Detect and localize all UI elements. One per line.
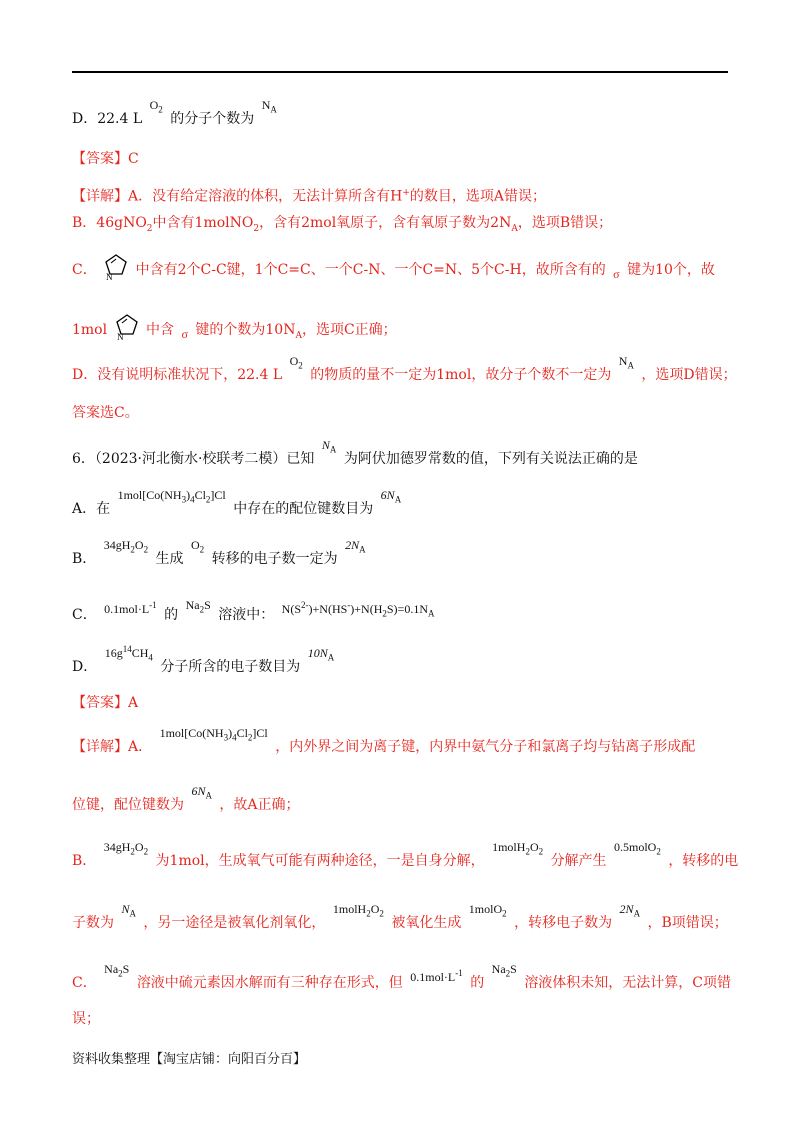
text: 0.5molO — [614, 840, 657, 854]
answer-2: 【答案】A — [72, 695, 139, 711]
formula-h2o2: $34gH_2O_2$ — [103, 538, 149, 555]
text: 1mol[Co(NH — [159, 726, 224, 740]
formula-concentration — [104, 596, 157, 618]
text: N(S — [281, 602, 302, 616]
text: 的 — [164, 607, 179, 623]
formula-na2s: $Na_2S$ — [185, 598, 211, 615]
detail-1 — [72, 184, 546, 206]
svg-text:N: N — [106, 272, 113, 282]
formula-na: $N_A$ — [121, 902, 136, 919]
text: N — [261, 98, 271, 112]
text: )+N(H — [350, 602, 383, 616]
text: 1molO — [468, 902, 503, 916]
option-d-line — [72, 98, 280, 132]
text: B． — [72, 551, 97, 567]
text: 的数目，选项A错误； — [409, 188, 546, 205]
text: 1molH — [332, 902, 367, 916]
text: C． — [72, 262, 97, 278]
text: 【详解】A．没有给定溶液的体积，无法计算所含有H — [72, 188, 403, 205]
detail-2-c — [72, 962, 732, 996]
formula-h2o2: $1molH_2O_2$ — [332, 902, 384, 919]
pyrrole-ring-icon — [114, 312, 140, 342]
text: 6．（2023·河北衡水·校联考二模）已知 — [72, 451, 315, 467]
sigma-symbol: σ — [181, 327, 188, 341]
text: ，故A正确； — [219, 797, 300, 813]
text: C． — [72, 607, 97, 623]
text: B．46gNO — [72, 215, 147, 231]
text: B． — [72, 853, 97, 869]
text: ，选项D错误； — [641, 367, 737, 383]
text: Cl — [194, 488, 206, 502]
text: 【详解】A． — [72, 739, 153, 755]
text: N — [121, 902, 130, 916]
text: C． — [72, 975, 97, 991]
text: 0.1mol·L — [104, 602, 150, 616]
formula-o2: $O_2$ — [149, 98, 163, 115]
text: Na — [185, 598, 200, 612]
footer-text: 资料收集整理【淘宝店铺：向阳百分百】 — [72, 1052, 307, 1067]
formula-o2: $O_2$ — [289, 354, 303, 371]
formula-na: $N_A$ — [618, 354, 634, 371]
text: ) — [228, 726, 233, 740]
answer-c-text: 答案选C。 — [72, 405, 139, 421]
text: 溶液中硫元素因水解而有三种存在形式，但 — [136, 975, 403, 991]
text: 分子所含的电子数目为 — [160, 659, 301, 675]
text: 子数为 — [72, 915, 114, 931]
text: ，选项B错误； — [517, 215, 613, 231]
text: ，B项错误； — [647, 915, 728, 931]
text: ，转移的电 — [668, 853, 739, 869]
q6-option-a — [72, 488, 404, 522]
q6-option-c — [72, 598, 437, 628]
formula-na2s: $Na_2S$ — [104, 962, 130, 979]
text: 生成 — [155, 551, 184, 567]
text: 2N — [619, 902, 634, 916]
text: 1mol — [72, 322, 108, 338]
text: 16g — [104, 646, 123, 660]
formula-o2: 1molO$_2$ — [468, 902, 507, 919]
text: D．没有说明标准状况下，22.4 L — [72, 367, 283, 383]
text: N — [618, 354, 628, 368]
text: ]Cl — [252, 726, 268, 740]
detail-2-b — [72, 840, 739, 874]
q6-option-d — [72, 644, 337, 680]
formula-6na: $6N_A$ — [191, 784, 212, 801]
formula-2na: $2N_A$ — [619, 902, 641, 919]
text: S)=0.1N — [386, 602, 428, 616]
text: ]Cl — [210, 488, 226, 502]
text: A．在 — [72, 501, 111, 517]
text: ，另一途径是被氧化剂氧化， — [143, 915, 326, 931]
detail-c-2: 1mol N 中含 σ 键的个数为$10N_A$，选项C正确； — [72, 312, 397, 345]
text: Cl — [236, 726, 248, 740]
text: 键的个数为10N — [195, 322, 296, 338]
text: ) — [186, 488, 191, 502]
text: CH — [131, 646, 149, 660]
text: O — [134, 538, 144, 552]
q6-option-b — [72, 538, 369, 572]
detail-c-1 — [72, 252, 715, 282]
formula-o2: $O_2$ — [191, 538, 205, 555]
text: 的 — [470, 975, 485, 991]
text: 2N — [345, 538, 360, 552]
formula-equation: $N(S^{2-})+N(HS^-)+N(H_2S)=0.1N_A$ — [281, 600, 435, 619]
text: 10N — [307, 646, 328, 660]
detail-2-b-cont — [72, 902, 728, 936]
text: ，转移电子数为 — [514, 915, 613, 931]
formula-concentration — [410, 964, 463, 986]
detail-2-c-cont: 误； — [72, 1011, 100, 1027]
formula-h2o2: $34gH_2O_2$ — [103, 840, 149, 857]
formula-na: $N_A$ — [261, 98, 277, 115]
svg-text:N: N — [116, 332, 124, 342]
header-rule — [72, 71, 728, 73]
text: N — [321, 438, 330, 452]
formula-10na: $10N_A$ — [307, 646, 335, 663]
formula-ch4: $16g^{14}CH_4$ — [104, 644, 153, 663]
sigma-symbol: σ — [613, 267, 620, 281]
formula-na2s: $Na_2S$ — [491, 962, 517, 979]
text: 中存在的配位键数目为 — [233, 501, 374, 517]
text: 34gH — [103, 840, 131, 854]
formula-6na: $6N_A$ — [380, 488, 402, 505]
text: O — [149, 98, 159, 112]
detail-2-a-cont — [72, 784, 300, 818]
text: 中含 — [146, 322, 174, 338]
text: 的分子个数为 — [170, 111, 255, 127]
text: -1 — [455, 968, 463, 978]
text: 1mol[Co(NH — [117, 488, 182, 502]
text: 6N — [380, 488, 395, 502]
formula-complex: $1mol[Co(NH_3)_4Cl_2]Cl$ — [159, 726, 268, 743]
text: 为1mol，生成氧气可能有两种途径，一是自身分解， — [155, 853, 485, 869]
text: 分解产生 — [550, 853, 607, 869]
text: 位键，配位键数为 — [72, 797, 184, 813]
pyrrole-ring-icon — [103, 252, 129, 282]
formula-2na: $2N_A$ — [345, 538, 366, 555]
text: 为阿伏加德罗常数的值，下列有关说法正确的是 — [343, 451, 638, 467]
text: Na — [491, 962, 506, 976]
text: + — [402, 188, 410, 198]
text: ，内外界之间为离子键，内界中氨气分子和氯离子均与钴离子形成配 — [275, 739, 696, 755]
text: 中含有1molNO — [152, 215, 254, 231]
text: 转移的电子数一定为 — [211, 551, 338, 567]
formula-complex: $1mol[Co(NH_3)_4Cl_2]Cl$ — [117, 488, 226, 505]
text: 溶液体积未知，无法计算，C项错 — [524, 975, 732, 991]
text: -1 — [149, 600, 157, 610]
text: D． — [72, 659, 98, 675]
detail-2-a — [72, 726, 696, 760]
text: Na — [104, 962, 119, 976]
text: )+N(HS — [308, 602, 348, 616]
text: D．22.4 L — [72, 111, 143, 127]
text: 1molH — [492, 840, 526, 854]
text: 键为10个，故 — [627, 262, 715, 278]
answer-1: 【答案】C — [72, 151, 139, 167]
text: 溶液中： — [218, 607, 275, 623]
detail-d — [72, 354, 737, 388]
text: 中含有2个C-C键，1个C=C、一个C-N、一个C=N、5个C-H，故所含有的 — [135, 262, 606, 278]
text: 被氧化生成 — [391, 915, 462, 931]
text: 0.1mol·L — [410, 970, 456, 984]
text: ，选项C正确； — [301, 322, 397, 338]
formula-h2o2: $1molH_2O_2$ — [492, 840, 544, 857]
text: O — [191, 538, 200, 552]
text: 6N — [191, 784, 206, 798]
formula-na: $N_A$ — [321, 438, 337, 455]
text: 14 — [122, 644, 132, 654]
detail-b: B．46gNO$_2$中含有1molNO$_2$，含有2mol氧原子，含有氧原子数为$2N_A$，选项B错误； — [72, 215, 613, 234]
text: 的物质的量不一定为1mol，故分子个数不一定为 — [310, 367, 612, 383]
text: ，含有2mol氧原子，含有氧原子数为2N — [259, 215, 512, 231]
question-6 — [72, 438, 638, 472]
formula-o2: 0.5molO$_2$ — [614, 840, 661, 857]
text: O — [289, 354, 299, 368]
text: 34gH — [103, 538, 131, 552]
